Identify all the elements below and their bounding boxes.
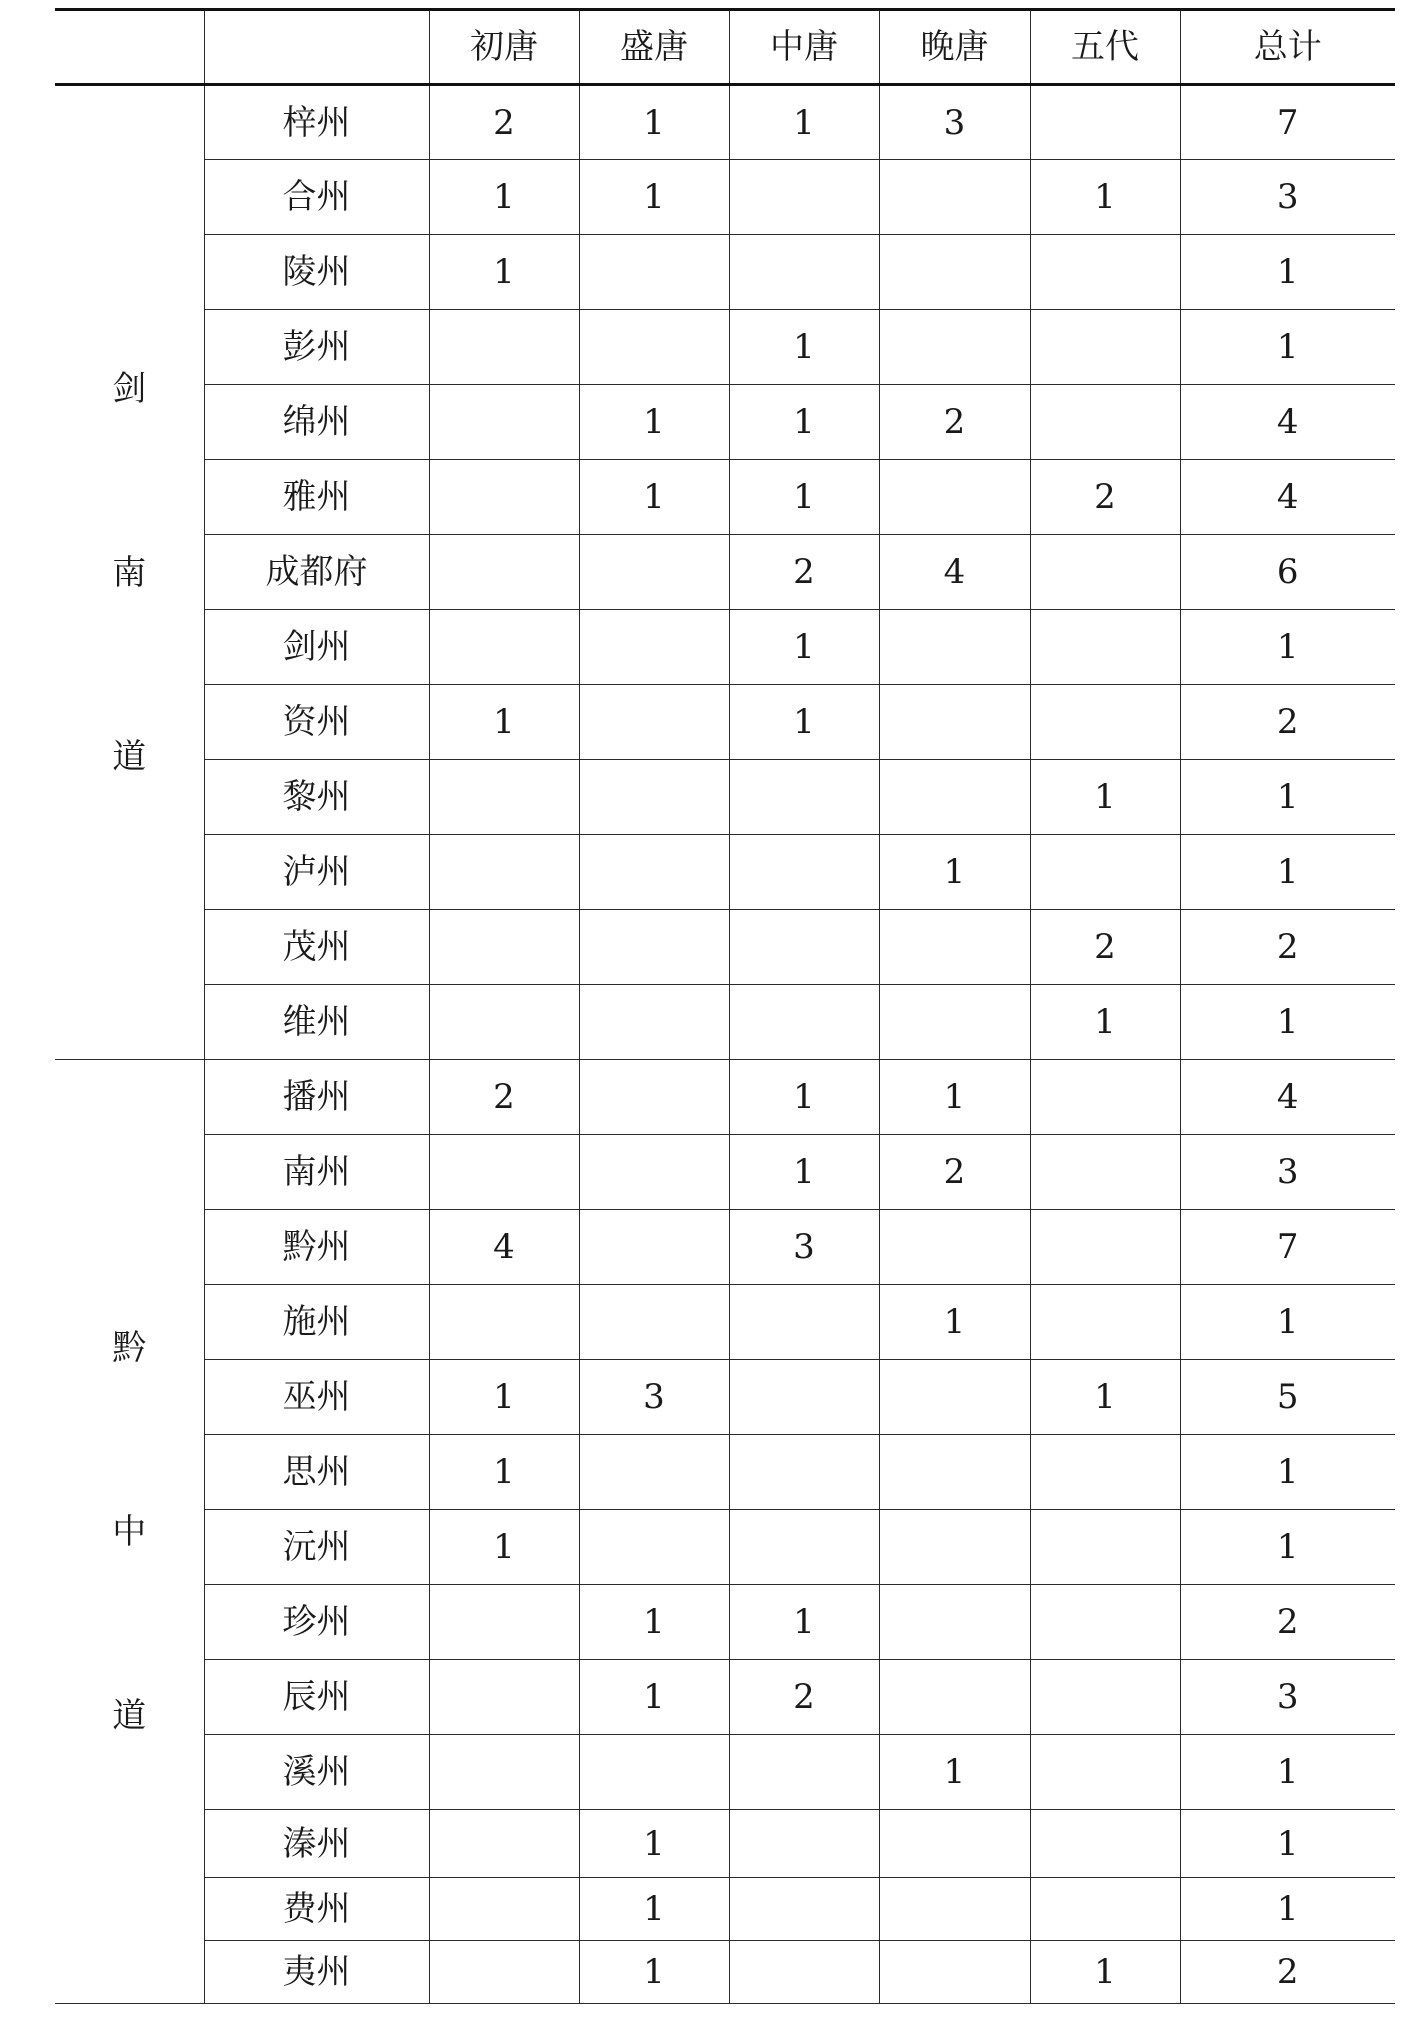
cell-wu-dai: 2 [1030,910,1180,985]
cell-sheng-tang: 1 [579,1585,729,1660]
table-row [55,1360,1395,1435]
cell-wan-tang [879,160,1030,235]
cell-sheng-tang [579,760,729,835]
cell-wan-tang [879,685,1030,760]
header-total: 总计 [1180,10,1395,85]
cell-total: 4 [1180,460,1395,535]
table-row [55,1510,1395,1585]
cell-wan-tang [879,460,1030,535]
cell-total: 7 [1180,1210,1395,1285]
table-row [55,85,1395,160]
prefecture-name: 陵州 [204,235,429,310]
cell-zhong-tang [729,1735,879,1810]
cell-zhong-tang: 1 [729,460,879,535]
cell-zhong-tang: 2 [729,535,879,610]
cell-total: 1 [1180,835,1395,910]
cell-sheng-tang: 3 [579,1360,729,1435]
prefecture-name: 合州 [204,160,429,235]
cell-sheng-tang [579,1210,729,1285]
prefecture-name: 南州 [204,1135,429,1210]
cell-wu-dai: 1 [1030,160,1180,235]
prefecture-name: 彭州 [204,310,429,385]
cell-wu-dai [1030,1135,1180,1210]
cell-chu-tang: 2 [429,85,579,160]
cell-chu-tang: 1 [429,1510,579,1585]
cell-sheng-tang [579,535,729,610]
prefecture-name: 溪州 [204,1735,429,1810]
prefecture-name: 夷州 [204,1941,429,2004]
cell-wu-dai [1030,235,1180,310]
cell-sheng-tang [579,235,729,310]
group-jiannan [55,85,1395,1060]
cell-total: 1 [1180,1878,1395,1941]
cell-zhong-tang: 1 [729,310,879,385]
cell-chu-tang [429,1735,579,1810]
cell-zhong-tang [729,1810,879,1878]
cell-sheng-tang [579,1510,729,1585]
table-row [55,1585,1395,1660]
cell-zhong-tang [729,1878,879,1941]
cell-total: 3 [1180,1660,1395,1735]
cell-chu-tang [429,835,579,910]
cell-total: 1 [1180,1510,1395,1585]
header-blank-prefecture [204,10,429,85]
prefecture-name: 剑州 [204,610,429,685]
table-row [55,1810,1395,1878]
cell-zhong-tang [729,985,879,1060]
cell-total: 3 [1180,160,1395,235]
table-row [55,1941,1395,2004]
cell-total: 1 [1180,1810,1395,1878]
cell-chu-tang [429,1285,579,1360]
cell-sheng-tang [579,1435,729,1510]
cell-wan-tang [879,1878,1030,1941]
region-char: 黔 [112,1327,147,1368]
cell-wu-dai [1030,685,1180,760]
cell-zhong-tang [729,1435,879,1510]
table-row [55,460,1395,535]
cell-wan-tang [879,1585,1030,1660]
table-row [55,235,1395,310]
cell-wu-dai [1030,1210,1180,1285]
cell-sheng-tang [579,610,729,685]
cell-sheng-tang: 1 [579,1941,729,2004]
header-chu-tang: 初唐 [429,10,579,85]
cell-zhong-tang: 1 [729,385,879,460]
region-char: 道 [112,736,147,777]
cell-zhong-tang [729,235,879,310]
header-wu-dai: 五代 [1030,10,1180,85]
cell-sheng-tang [579,1135,729,1210]
cell-chu-tang [429,460,579,535]
cell-total: 1 [1180,760,1395,835]
cell-wan-tang [879,310,1030,385]
table-row [55,160,1395,235]
table-row [55,1735,1395,1810]
cell-zhong-tang [729,1285,879,1360]
table-row [55,610,1395,685]
prefecture-name: 维州 [204,985,429,1060]
table-row [55,1060,1395,1135]
cell-zhong-tang: 1 [729,85,879,160]
cell-sheng-tang [579,985,729,1060]
cell-wan-tang [879,760,1030,835]
cell-chu-tang: 1 [429,160,579,235]
cell-zhong-tang: 1 [729,1585,879,1660]
prefecture-name: 梓州 [204,85,429,160]
cell-wu-dai [1030,1660,1180,1735]
cell-zhong-tang: 1 [729,685,879,760]
cell-wu-dai [1030,1285,1180,1360]
cell-chu-tang [429,1660,579,1735]
header-zhong-tang: 中唐 [729,10,879,85]
cell-sheng-tang: 1 [579,1660,729,1735]
prefecture-name: 费州 [204,1878,429,1941]
cell-wu-dai [1030,1585,1180,1660]
cell-wu-dai: 1 [1030,985,1180,1060]
group-qianzhong [55,1060,1395,2004]
cell-wu-dai [1030,85,1180,160]
cell-wan-tang: 1 [879,1285,1030,1360]
cell-chu-tang: 1 [429,685,579,760]
cell-sheng-tang [579,1735,729,1810]
cell-wan-tang: 1 [879,835,1030,910]
header-sheng-tang: 盛唐 [579,10,729,85]
cell-sheng-tang [579,1285,729,1360]
cell-wan-tang [879,1210,1030,1285]
table-row [55,535,1395,610]
cell-zhong-tang: 1 [729,610,879,685]
cell-chu-tang [429,1941,579,2004]
cell-wu-dai [1030,610,1180,685]
cell-chu-tang [429,985,579,1060]
prefecture-name: 沅州 [204,1510,429,1585]
cell-wan-tang [879,1510,1030,1585]
cell-sheng-tang: 1 [579,1810,729,1878]
cell-total: 2 [1180,1941,1395,2004]
prefecture-name: 资州 [204,685,429,760]
table-row [55,1435,1395,1510]
region-char: 南 [112,552,147,593]
prefecture-name: 泸州 [204,835,429,910]
cell-wu-dai [1030,1435,1180,1510]
cell-wu-dai: 1 [1030,1360,1180,1435]
cell-sheng-tang: 1 [579,85,729,160]
cell-chu-tang [429,1878,579,1941]
cell-wan-tang: 1 [879,1735,1030,1810]
table-row [55,685,1395,760]
cell-total: 3 [1180,1135,1395,1210]
cell-total: 2 [1180,1585,1395,1660]
cell-sheng-tang [579,910,729,985]
cell-wu-dai [1030,1810,1180,1878]
cell-sheng-tang [579,310,729,385]
cell-chu-tang [429,1810,579,1878]
cell-wu-dai [1030,310,1180,385]
cell-total: 1 [1180,310,1395,385]
cell-zhong-tang: 1 [729,1135,879,1210]
table-row [55,1660,1395,1735]
prefecture-name: 施州 [204,1285,429,1360]
cell-wu-dai [1030,1878,1180,1941]
table-row [55,910,1395,985]
header-row [55,10,1395,85]
cell-wu-dai [1030,1060,1180,1135]
cell-chu-tang [429,385,579,460]
region-label [55,85,204,1060]
table-row [55,1285,1395,1360]
table-row [55,1210,1395,1285]
cell-wan-tang [879,235,1030,310]
cell-chu-tang [429,910,579,985]
cell-chu-tang: 4 [429,1210,579,1285]
cell-chu-tang: 2 [429,1060,579,1135]
cell-sheng-tang: 1 [579,160,729,235]
cell-sheng-tang: 1 [579,1878,729,1941]
cell-wu-dai: 2 [1030,460,1180,535]
prefecture-name: 溱州 [204,1810,429,1878]
cell-wan-tang [879,985,1030,1060]
cell-total: 2 [1180,685,1395,760]
prefecture-name: 珍州 [204,1585,429,1660]
cell-total: 4 [1180,385,1395,460]
cell-zhong-tang [729,160,879,235]
cell-wan-tang [879,1810,1030,1878]
prefecture-name: 巫州 [204,1360,429,1435]
cell-total: 1 [1180,235,1395,310]
cell-wan-tang [879,610,1030,685]
cell-total: 4 [1180,1060,1395,1135]
cell-zhong-tang: 2 [729,1660,879,1735]
region-char: 剑 [112,368,147,409]
cell-wu-dai: 1 [1030,1941,1180,2004]
cell-zhong-tang [729,1360,879,1435]
cell-zhong-tang [729,910,879,985]
cell-chu-tang [429,1135,579,1210]
cell-total: 5 [1180,1360,1395,1435]
cell-total: 1 [1180,610,1395,685]
table-row [55,985,1395,1060]
cell-wan-tang [879,910,1030,985]
table-row [55,1878,1395,1941]
table-row [55,835,1395,910]
cell-total: 1 [1180,985,1395,1060]
prefecture-name: 辰州 [204,1660,429,1735]
cell-wan-tang: 3 [879,85,1030,160]
prefecture-name: 黔州 [204,1210,429,1285]
cell-wan-tang [879,1360,1030,1435]
cell-wan-tang: 2 [879,1135,1030,1210]
statistics-table [55,8,1395,2004]
cell-wan-tang [879,1660,1030,1735]
cell-wu-dai [1030,385,1180,460]
prefecture-name: 茂州 [204,910,429,985]
cell-zhong-tang [729,1510,879,1585]
table-row [55,385,1395,460]
prefecture-name: 思州 [204,1435,429,1510]
cell-zhong-tang [729,760,879,835]
cell-wu-dai [1030,835,1180,910]
cell-zhong-tang [729,835,879,910]
prefecture-name: 绵州 [204,385,429,460]
cell-sheng-tang [579,835,729,910]
cell-wan-tang: 4 [879,535,1030,610]
cell-total: 1 [1180,1735,1395,1810]
cell-total: 7 [1180,85,1395,160]
table-row [55,310,1395,385]
table-row [55,760,1395,835]
cell-chu-tang [429,535,579,610]
cell-chu-tang [429,310,579,385]
cell-chu-tang [429,760,579,835]
cell-wan-tang: 2 [879,385,1030,460]
cell-chu-tang [429,610,579,685]
header-wan-tang: 晚唐 [879,10,1030,85]
cell-chu-tang: 1 [429,1435,579,1510]
cell-zhong-tang: 3 [729,1210,879,1285]
header-blank-region [55,10,204,85]
cell-wu-dai [1030,1510,1180,1585]
cell-wan-tang [879,1435,1030,1510]
region-label [55,1060,204,2004]
region-char: 中 [112,1511,147,1552]
prefecture-name: 黎州 [204,760,429,835]
prefecture-name: 雅州 [204,460,429,535]
cell-zhong-tang: 1 [729,1060,879,1135]
cell-chu-tang: 1 [429,1360,579,1435]
cell-zhong-tang [729,1941,879,2004]
cell-sheng-tang: 1 [579,385,729,460]
cell-sheng-tang [579,685,729,760]
cell-chu-tang: 1 [429,235,579,310]
cell-wan-tang [879,1941,1030,2004]
cell-sheng-tang: 1 [579,460,729,535]
region-char: 道 [112,1695,147,1736]
prefecture-name: 播州 [204,1060,429,1135]
cell-chu-tang [429,1585,579,1660]
cell-total: 6 [1180,535,1395,610]
cell-total: 2 [1180,910,1395,985]
cell-total: 1 [1180,1435,1395,1510]
cell-total: 1 [1180,1285,1395,1360]
prefecture-name: 成都府 [204,535,429,610]
cell-wu-dai [1030,1735,1180,1810]
cell-wu-dai [1030,535,1180,610]
cell-wu-dai: 1 [1030,760,1180,835]
cell-sheng-tang [579,1060,729,1135]
cell-wan-tang: 1 [879,1060,1030,1135]
table-row [55,1135,1395,1210]
